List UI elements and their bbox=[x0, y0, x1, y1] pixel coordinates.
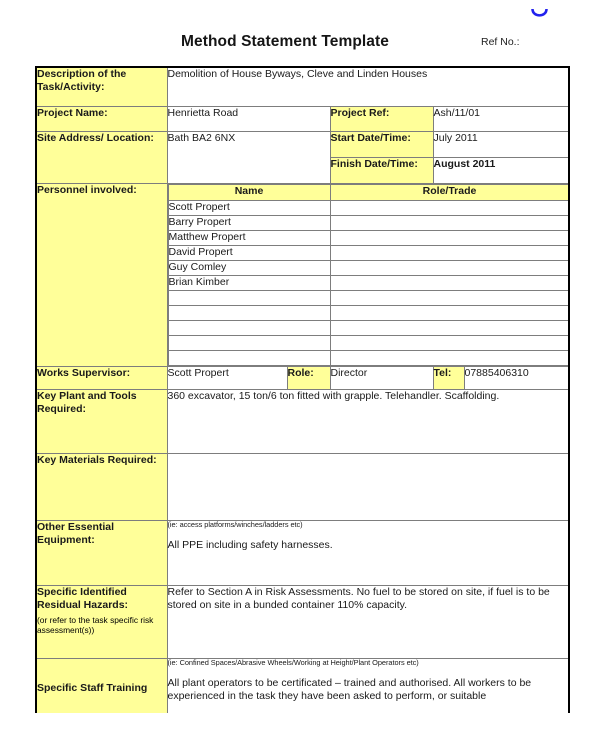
other-equipment-label: Other Essential Equipment: bbox=[36, 521, 167, 586]
key-materials-value[interactable] bbox=[167, 454, 569, 521]
personnel-row bbox=[168, 291, 569, 306]
blue-curve-mark-icon bbox=[531, 8, 548, 24]
personnel-name-cell[interactable]: David Propert bbox=[168, 246, 330, 261]
personnel-role-cell[interactable] bbox=[330, 216, 569, 231]
personnel-name-cell[interactable] bbox=[168, 306, 330, 321]
personnel-name-cell[interactable] bbox=[168, 291, 330, 306]
personnel-table-container bbox=[167, 184, 569, 367]
personnel-row bbox=[168, 231, 569, 246]
personnel-row bbox=[168, 351, 569, 366]
table-row-supervisor bbox=[36, 367, 569, 390]
personnel-row bbox=[168, 201, 569, 216]
table-row-hazards bbox=[36, 586, 569, 659]
supervisor-role-label: Role: bbox=[287, 367, 330, 390]
supervisor-role-value[interactable]: Director bbox=[330, 367, 433, 390]
personnel-row bbox=[168, 261, 569, 276]
personnel-label: Personnel involved: bbox=[36, 184, 167, 367]
table-row-personnel bbox=[36, 184, 569, 367]
ref-no-label: Ref No.: bbox=[481, 36, 520, 48]
table-row-project bbox=[36, 107, 569, 132]
table-row-key-plant bbox=[36, 390, 569, 454]
personnel-column-header: Name bbox=[168, 185, 330, 201]
finish-date-value[interactable]: August 2011 bbox=[433, 158, 569, 184]
personnel-role-cell[interactable] bbox=[330, 276, 569, 291]
other-equipment-hint: (ie: access platforms/winches/ladders etc) bbox=[167, 520, 303, 529]
hazards-label bbox=[36, 586, 167, 659]
description-label: Description of the Task/Activity: bbox=[36, 67, 167, 107]
personnel-name-cell[interactable] bbox=[168, 351, 330, 366]
hazards-sublabel: (or refer to the task specific risk assessment(s)) bbox=[37, 614, 154, 636]
key-plant-value[interactable]: 360 excavator, 15 ton/6 ton fitted with grapple. Telehandler. Scaffolding. bbox=[167, 390, 569, 454]
supervisor-tel-value[interactable]: 07885406310 bbox=[464, 367, 569, 390]
personnel-role-cell[interactable] bbox=[330, 201, 569, 216]
method-statement-table bbox=[35, 66, 570, 713]
personnel-row bbox=[168, 246, 569, 261]
personnel-name-cell[interactable]: Guy Comley bbox=[168, 261, 330, 276]
personnel-header-row bbox=[168, 185, 569, 201]
table-row-site-start bbox=[36, 132, 569, 158]
personnel-name-cell[interactable]: Barry Propert bbox=[168, 216, 330, 231]
hazards-value[interactable]: Refer to Section A in Risk Assessments. No fuel to be stored on site, if fuel is to be stored on site in a bunded container 110% capacity. bbox=[167, 586, 569, 659]
other-equipment-value: All PPE including safety harnesses. bbox=[167, 538, 333, 551]
table-row-key-materials bbox=[36, 454, 569, 521]
key-materials-label: Key Materials Required: bbox=[36, 454, 167, 521]
table-row-staff-training bbox=[36, 659, 569, 714]
start-date-value[interactable]: July 2011 bbox=[433, 132, 569, 158]
personnel-role-cell[interactable] bbox=[330, 351, 569, 366]
table-row-description bbox=[36, 67, 569, 107]
other-equipment-cell[interactable] bbox=[167, 521, 569, 586]
personnel-role-cell[interactable] bbox=[330, 291, 569, 306]
personnel-table bbox=[168, 184, 570, 366]
personnel-row bbox=[168, 276, 569, 291]
project-name-value[interactable]: Henrietta Road bbox=[167, 107, 330, 132]
personnel-name-cell[interactable]: Scott Propert bbox=[168, 201, 330, 216]
staff-training-cell[interactable] bbox=[167, 659, 569, 714]
staff-training-hint: (ie: Confined Spaces/Abrasive Wheels/Working at Height/Plant Operators etc) bbox=[167, 658, 419, 667]
personnel-name-cell[interactable] bbox=[168, 336, 330, 351]
personnel-row bbox=[168, 336, 569, 351]
personnel-row bbox=[168, 306, 569, 321]
table-row-other-equipment bbox=[36, 521, 569, 586]
site-address-label: Site Address/ Location: bbox=[36, 132, 167, 184]
project-name-label: Project Name: bbox=[36, 107, 167, 132]
personnel-row bbox=[168, 321, 569, 336]
supervisor-name-value[interactable]: Scott Propert bbox=[167, 367, 287, 390]
staff-training-value: All plant operators to be certificated – trained and authorised. All workers to be experienced in the task they have been asked to perform, or suitable bbox=[167, 676, 532, 703]
personnel-role-cell[interactable] bbox=[330, 261, 569, 276]
description-value[interactable]: Demolition of House Byways, Cleve and Linden Houses bbox=[167, 67, 569, 107]
personnel-role-cell[interactable] bbox=[330, 336, 569, 351]
hazards-label-text: Specific Identified Residual Hazards: bbox=[37, 586, 129, 612]
personnel-column-header: Role/Trade bbox=[330, 185, 569, 201]
personnel-role-cell[interactable] bbox=[330, 231, 569, 246]
personnel-name-cell[interactable]: Brian Kimber bbox=[168, 276, 330, 291]
personnel-name-cell[interactable]: Matthew Propert bbox=[168, 231, 330, 246]
supervisor-tel-label: Tel: bbox=[433, 367, 464, 390]
personnel-name-cell[interactable] bbox=[168, 321, 330, 336]
personnel-role-cell[interactable] bbox=[330, 321, 569, 336]
personnel-role-cell[interactable] bbox=[330, 306, 569, 321]
document-header bbox=[0, 0, 600, 63]
key-plant-label: Key Plant and Tools Required: bbox=[36, 390, 167, 454]
start-date-label: Start Date/Time: bbox=[330, 132, 433, 158]
staff-training-label: Specific Staff Training bbox=[36, 659, 167, 714]
project-ref-label: Project Ref: bbox=[330, 107, 433, 132]
page-title: Method Statement Template bbox=[180, 33, 390, 50]
personnel-role-cell[interactable] bbox=[330, 246, 569, 261]
site-address-value[interactable]: Bath BA2 6NX bbox=[167, 132, 330, 184]
finish-date-label: Finish Date/Time: bbox=[330, 158, 433, 184]
project-ref-value[interactable]: Ash/11/01 bbox=[433, 107, 569, 132]
personnel-row bbox=[168, 216, 569, 231]
supervisor-label: Works Supervisor: bbox=[36, 367, 167, 390]
